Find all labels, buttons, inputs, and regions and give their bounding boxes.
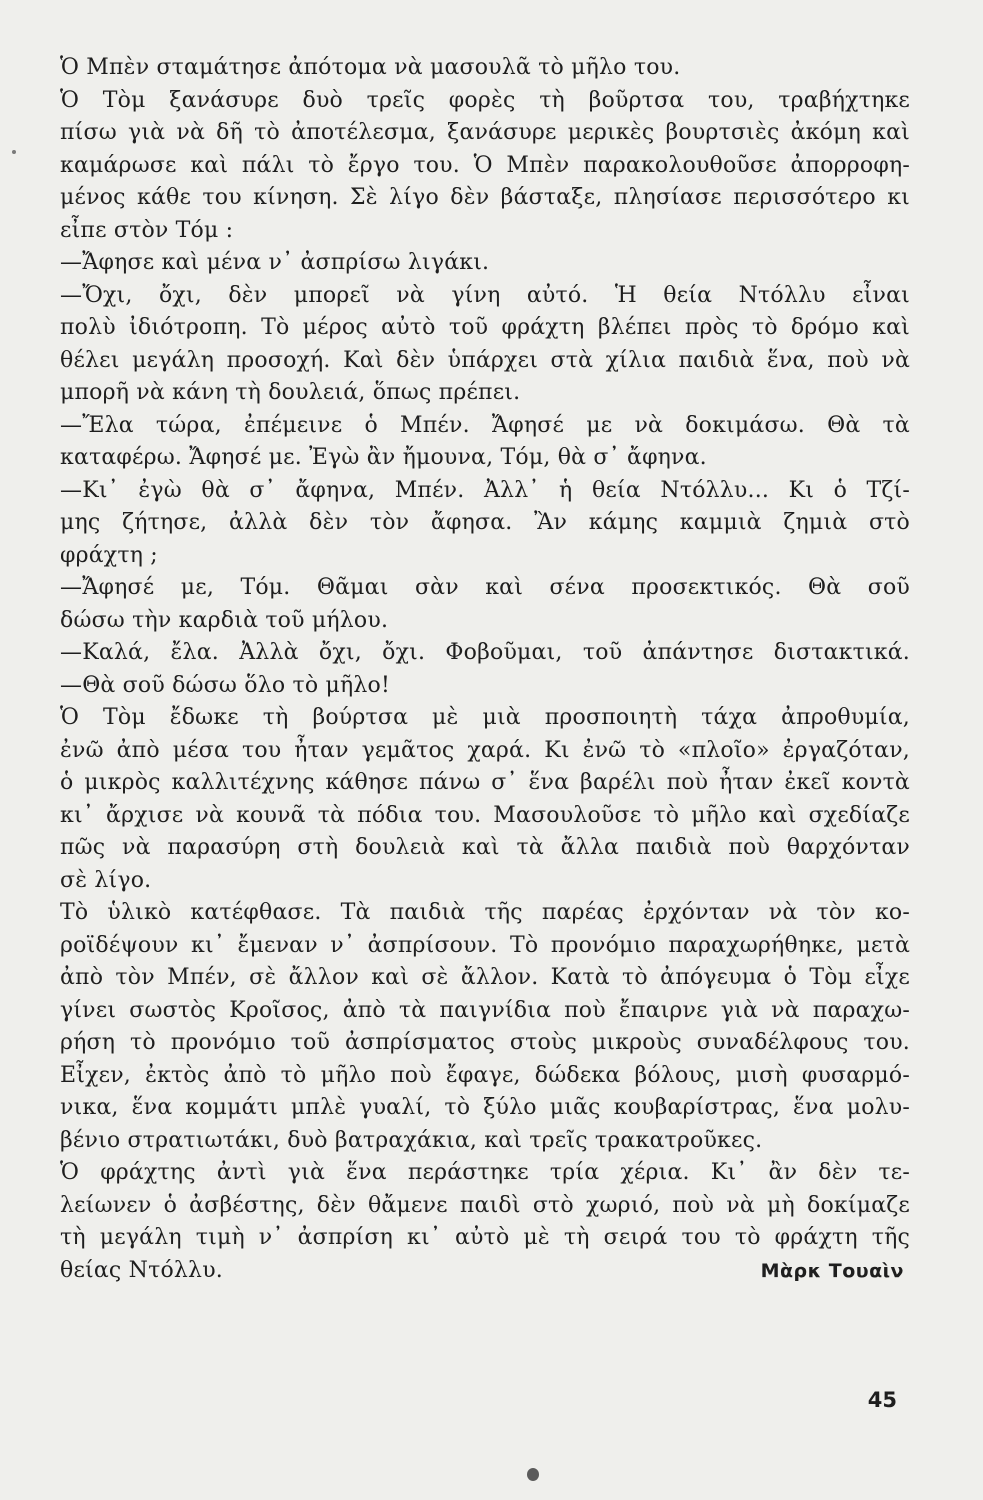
text-line: γίνει σωστὸς Κροῖσος, ἀπὸ τὰ παιγνίδια ποὺ ἔπαιρνε γιὰ νὰ παραχω- — [60, 997, 910, 1023]
text-line: —Καλά, ἔλα. Ἀλλὰ ὄχι, ὄχι. Φοβοῦμαι, τοῦ ἀπάντησε διστακτικά. — [60, 640, 910, 665]
author-signature: Μὰρκ Τουαὶν — [760, 1259, 904, 1282]
text-line: —Θὰ σοῦ δώσω ὅλο τὸ μῆλο! — [60, 672, 390, 698]
text-line: —Κι᾿ ἐγὼ θὰ σ᾿ ἄφηνα, Μπέν. Ἀλλ᾿ ἡ θεία Ντόλλυ... Κι ὁ Τζί- — [60, 477, 910, 503]
closing-line — [60, 1255, 910, 1288]
text-line: Ὁ Τὸμ ξανάσυρε δυὸ τρεῖς φορὲς τὴ βοῦρτσα του, τραβήχτηκε — [60, 87, 910, 113]
text-line: Τὸ ὑλικὸ κατέφθασε. Τὰ παιδιὰ τῆς παρέας ἐρχόνταν νὰ τὸν κο- — [60, 900, 910, 925]
text-line: θέλει μεγάλη προσοχή. Καὶ δὲν ὑπάρχει στὰ χίλια παιδιὰ ἕνα, ποὺ νὰ — [60, 347, 910, 373]
ink-dot — [527, 1468, 539, 1481]
text-line: καμάρωσε καὶ πάλι τὸ ἔργο του. Ὁ Μπὲν παρακολουθοῦσε ἀπορροφη- — [60, 152, 910, 178]
margin-speck — [12, 150, 16, 154]
text-line: κι᾿ ἄρχισε νὰ κουνᾶ τὰ πόδια του. Μασουλοῦσε τὸ μῆλο καὶ σχεδίαζε — [60, 802, 910, 828]
text-line: —Ἄφησέ με, Τόμ. Θᾶμαι σὰν καὶ σένα προσεκτικός. Θὰ σοῦ — [60, 575, 910, 600]
text-line: ὁ μικρὸς καλλιτέχνης κάθησε πάνω σ᾿ ἕνα βαρέλι ποὺ ἦταν ἐκεῖ κοντὰ — [60, 770, 910, 795]
text-line: —Ἄφησε καὶ μένα ν᾿ ἀσπρίσω λιγάκι. — [60, 250, 490, 275]
text-line: πολὺ ἰδιότροπη. Τὸ μέρος αὐτὸ τοῦ φράχτη βλέπει πρὸς τὸ δρόμο καὶ — [60, 315, 910, 340]
text-line: ἐνῶ ἀπὸ μέσα του ἦταν γεμᾶτος χαρά. Κι ἐνῶ τὸ «πλοῖο» ἐργαζόταν, — [60, 737, 910, 763]
text-line: πῶς νὰ παρασύρη στὴ δουλειὰ καὶ τὰ ἄλλα παιδιὰ ποὺ θαρχόνταν — [60, 835, 910, 860]
text-line: μένος κάθε του κίνηση. Σὲ λίγο δὲν βάσταξε, πλησίασε περισσότερο κι — [60, 185, 910, 210]
text-line: μπορῆ νὰ κάνη τὴ δουλειά, ὅπως πρέπει. — [60, 380, 521, 405]
text-line: καταφέρω. Ἄφησέ με. Ἐγὼ ἂν ἤμουνα, Τόμ, θὰ σ᾿ ἄφηνα. — [60, 445, 707, 470]
text-line: βένιο στρατιωτάκι, δυὸ βατραχάκια, καὶ τρεῖς τρακατροῦκες. — [60, 1127, 763, 1153]
text-line: —Ἔλα τώρα, ἐπέμεινε ὁ Μπέν. Ἄφησέ με νὰ δοκιμάσω. Θὰ τὰ — [60, 412, 910, 438]
story-text — [60, 52, 910, 1287]
text-line: Ὁ φράχτης ἀντὶ γιὰ ἕνα περάστηκε τρία χέρια. Κι᾿ ἂν δὲν τε- — [60, 1160, 910, 1185]
page-number: 45 — [867, 1388, 897, 1412]
text-line: νικα, ἕνα κομμάτι μπλὲ γυαλί, τὸ ξύλο μιᾶς κουβαρίστρας, ἕνα μολυ- — [60, 1095, 910, 1120]
text-line: θείας Ντόλλυ. — [60, 1257, 223, 1283]
text-line: τὴ μεγάλη τιμὴ ν᾿ ἀσπρίση κι᾿ αὐτὸ μὲ τὴ σειρά του τὸ φράχτη τῆς — [60, 1225, 910, 1250]
text-line: λείωνεν ὁ ἀσβέστης, δὲν θἄμενε παιδὶ στὸ χωριό, ποὺ νὰ μὴ δοκίμαζε — [60, 1192, 910, 1218]
text-line: ρήση τὸ προνόμιο τοῦ ἀσπρίσματος στοὺς μικροὺς συναδέλφους του. — [60, 1030, 910, 1055]
text-line: σὲ λίγο. — [60, 867, 152, 893]
text-line: ἀπὸ τὸν Μπέν, σὲ ἄλλον καὶ σὲ ἄλλον. Κατὰ τὸ ἀπόγευμα ὁ Τὸμ εἶχε — [60, 965, 910, 990]
text-line: πίσω γιὰ νὰ δῆ τὸ ἀποτέλεσμα, ξανάσυρε μερικὲς βουρτσιὲς ἀκόμη καὶ — [60, 120, 910, 145]
text-line: Ὁ Μπὲν σταμάτησε ἀπότομα νὰ μασουλᾶ τὸ μῆλο του. — [60, 55, 681, 80]
text-line: Ὁ Τὸμ ἔδωκε τὴ βούρτσα μὲ μιὰ προσποιητὴ τάχα ἀπροθυμία, — [60, 705, 910, 730]
text-line: εἶπε στὸν Τόμ : — [60, 217, 234, 243]
text-line: Εἶχεν, ἐκτὸς ἀπὸ τὸ μῆλο ποὺ ἔφαγε, δώδεκα βόλους, μισὴ φυσαρμό- — [60, 1062, 910, 1088]
text-line: μης ζήτησε, ἀλλὰ δὲν τὸν ἄφησα. Ἂν κάμης καμμιὰ ζημιὰ στὸ — [60, 510, 910, 535]
text-line: δώσω τὴν καρδιὰ τοῦ μήλου. — [60, 607, 389, 633]
text-line: —Ὄχι, ὄχι, δὲν μπορεῖ νὰ γίνη αὐτό. Ἡ θεία Ντόλλυ εἶναι — [60, 282, 910, 308]
text-line: φράχτη ; — [60, 542, 158, 568]
text-line: ροϊδέψουν κι᾿ ἔμεναν ν᾿ ἀσπρίσουν. Τὸ προνόμιο παραχωρήθηκε, μετὰ — [60, 932, 910, 958]
